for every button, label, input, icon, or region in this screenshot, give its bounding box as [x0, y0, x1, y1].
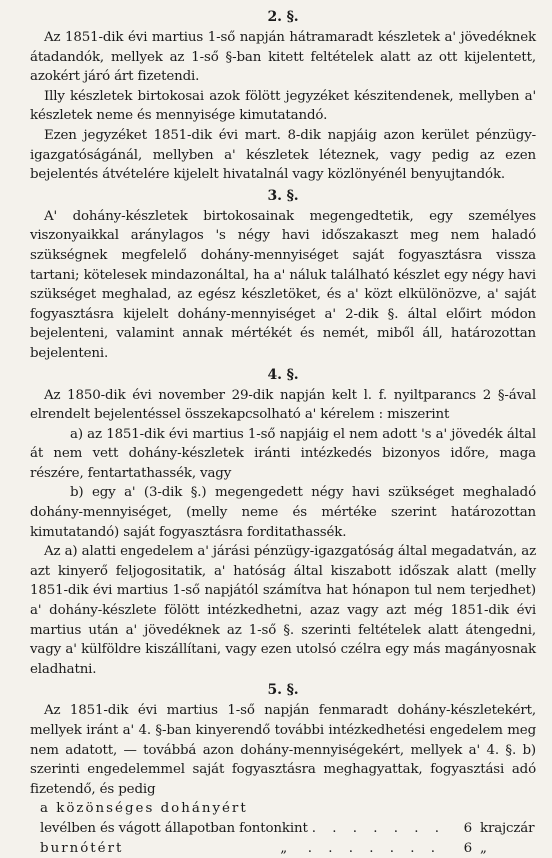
section-heading: 3. §.: [267, 187, 299, 204]
section-2: [30, 6, 536, 185]
tax-value: 6: [463, 820, 472, 836]
section-heading: 4. §.: [267, 366, 299, 383]
paragraph: Az a) alatti engedelem a' járási pénzügy-igazgatóság által megadatván, az azt kinyerő feljogositatik, a' hatóság által kiszabott időszak alatt (melly 1851-dik évi martius 1-ső napjától számítva hat hónapon tul nem terjedhet) a' dohány-készlete fölött intézkedhetni, azaz vagy azt még 1851-dik évi martius után a' jövedéknek az 1-ső §. szerinti feltételek alatt átengedni, vagy a' külföldre kiszállítani, vagy ezen utolsó czélra egy más magányosnak eladhatni.: [30, 544, 536, 677]
paragraph-item-a: a) az 1851-dik évi martius 1-ső napjáig el nem adott 's a' jövedék által át nem vett dohány-készletek iránti intézkedés bizonyos időre, maga részére, fentartathassék, vagy: [30, 426, 536, 481]
document-page: [30, 6, 536, 858]
tax-row: [30, 839, 536, 858]
paragraph: Az 1851-dik évi martius 1-ső napján fenmaradt dohány-készletekért, mellyek iránt a' 4. §-ban kinyerendő további intézkedhetési engedelem meg nem adatott, — továbbá azon dohány-mennyiségekért, mellyek a' 4. §. b) szerinti engedelemmel saját fogyasztásra meghagyattak, fogyasztási adó fizetendő, és pedig: [30, 703, 536, 797]
paragraph: Ezen jegyzéket 1851-dik évi mart. 8-dik napjáig azon kerület pénzügy-igazgatóságánál, mellyben a' készletek léteznek, vagy pedig az ezen bejelentés átvételére kijelelt hivatalnál vagy közlönyénél benyujtandók.: [30, 127, 536, 183]
section-4: [30, 364, 536, 680]
paragraph: Illy készletek birtokosai azok fölött jegyzéket készitendenek, mellyben a' készletek neme és mennyisége kimutatandó.: [30, 88, 536, 124]
tax-unit: krajczár: [480, 820, 535, 836]
tax-row: [30, 819, 536, 839]
tax-unit: „: [480, 840, 487, 856]
tax-group-label: a közönséges dohányért: [40, 801, 248, 817]
dot-leader: [304, 839, 448, 858]
section-3: [30, 185, 536, 364]
section-heading: 5. §.: [267, 682, 299, 699]
ditto-mark: „: [280, 840, 288, 856]
tax-schedule: [30, 799, 536, 858]
tax-description: burnótért: [40, 840, 124, 856]
dot-leader: [308, 819, 448, 839]
section-5: [30, 679, 536, 858]
tax-description: levélben és vágott állapotban fontonkint: [40, 820, 308, 836]
paragraph-item-b: b) egy a' (3-dik §.) megengedett négy havi szükséget meghaladó dohány-mennyiséget, (melly neme és mértéke szerint határozottan kimutatandó) saját fogyasztásra forditathassék.: [30, 485, 536, 540]
paragraph: Az 1851-dik évi martius 1-ső napján hátramaradt készletek a' jövedéknek átadandók, mellyek az 1-ső §-ban kitett feltételek alatt az ott kijelentett, azokért járó árt fizetendi.: [30, 30, 536, 85]
section-heading: 2. §.: [267, 9, 299, 25]
tax-value: 6: [463, 840, 472, 856]
paragraph: A' dohány-készletek birtokosainak megengedtetik, egy személyes viszonyaikkal aránylagos 's négy havi időszakaszt meg nem haladó szükségnek megfelelő dohány-mennyiséget saját fogyasztásra vissza tartani; kötelesek mindazonáltal, ha a' náluk található készlet egy négy havi szükséget meghalad, az egész készletöket, és a' közt elkülönözve, a' saját fogyasztásra kijelelt dohány-mennyiséget a' 2-dik §. által előirt módon bejelenteni, valamint annak mértékét és nemét, miből áll, határozottan bejelenteni.: [30, 208, 536, 361]
paragraph: Az 1850-dik évi november 29-dik napján kelt l. f. nyiltparancs 2 §-ával elrendelt bejelentéssel összekapcsolható a' kérelem : miszerint: [30, 387, 536, 423]
